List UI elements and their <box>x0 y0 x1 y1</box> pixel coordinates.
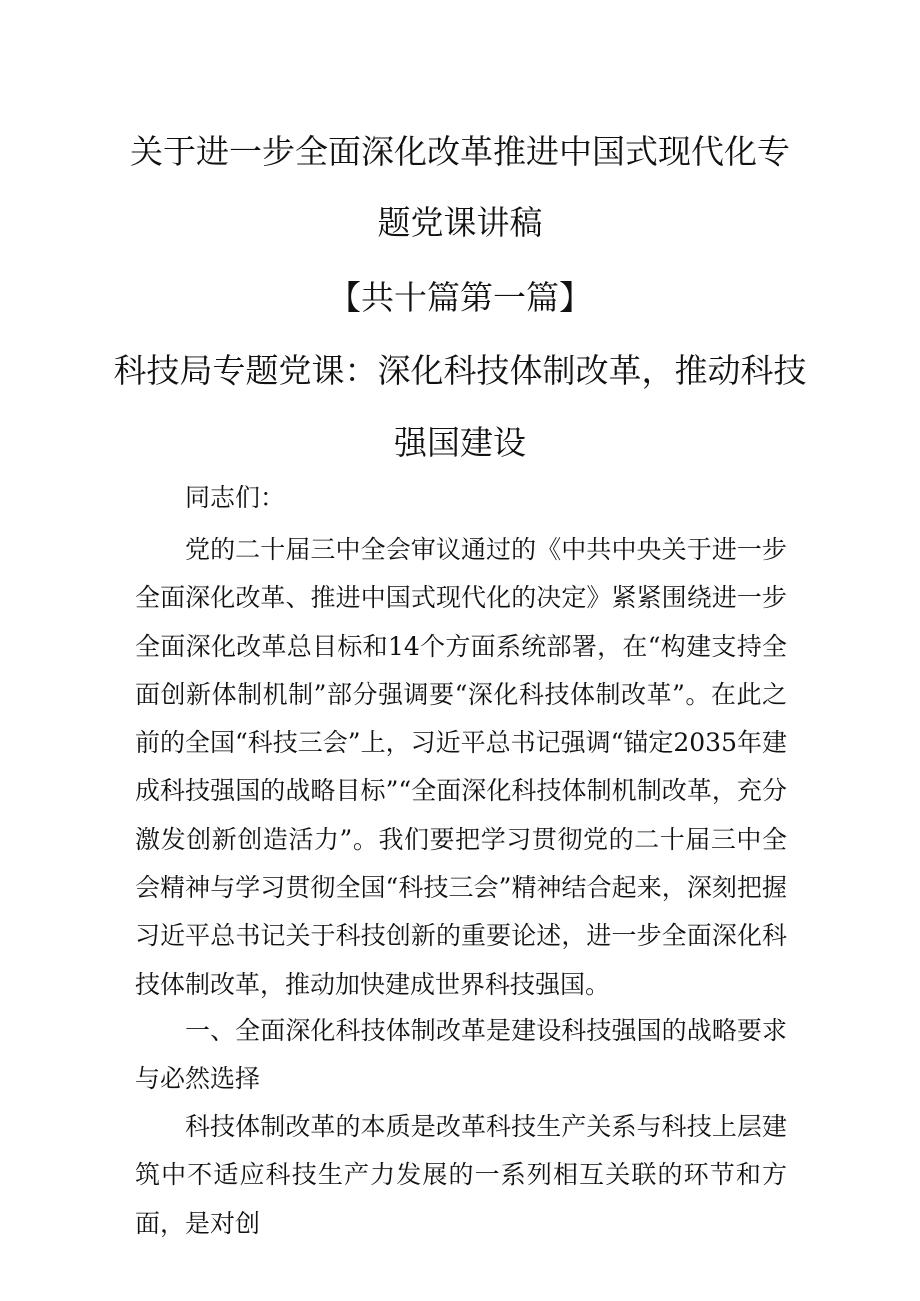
series-label: 【共十篇第一篇】 <box>328 278 592 317</box>
body-paragraph-intro: 党的二十届三中全会审议通过的《中共中央关于进一步全面深化改革、推进中国式现代化的决定》紧紧围绕进一步全面深化改革总目标和14个方面系统部署，在“构建支持全面创新体制机制”部分强调要“深化科技体制改革”。在此之前的全国“科技三会”上，习近平总书记强调“锚定2035年建成科技强国的战略目标”“全面深化科技体制机制改革，充分激发创新创造活力”。我们要把学习贯彻党的二十届三中全会精神与学习贯彻全国“科技三会”精神结合起来，深刻把握习近平总书记关于科技创新的重要论述，进一步全面深化科技体制改革，推动加快建成世界科技强国。 <box>135 535 787 999</box>
document-subtitle-line-1: 科技局专题党课：深化科技体制改革，推动科技 <box>113 351 807 390</box>
salutation: 同志们： <box>185 483 286 512</box>
document-title-line-2: 题党课讲稿 <box>377 203 543 242</box>
document-subtitle-line-2: 强国建设 <box>394 423 526 462</box>
document-title-line-1: 关于进一步全面深化改革推进中国式现代化专 <box>130 132 790 171</box>
body-paragraph-section-1: 科技体制改革的本质是改革科技生产关系与科技上层建筑中不适应科技生产力发展的一系列相互关联的环节和方面，是对创 <box>135 1112 787 1238</box>
section-heading-1: 一、全面深化科技体制改革是建设科技强国的战略要求与必然选择 <box>135 1016 787 1094</box>
